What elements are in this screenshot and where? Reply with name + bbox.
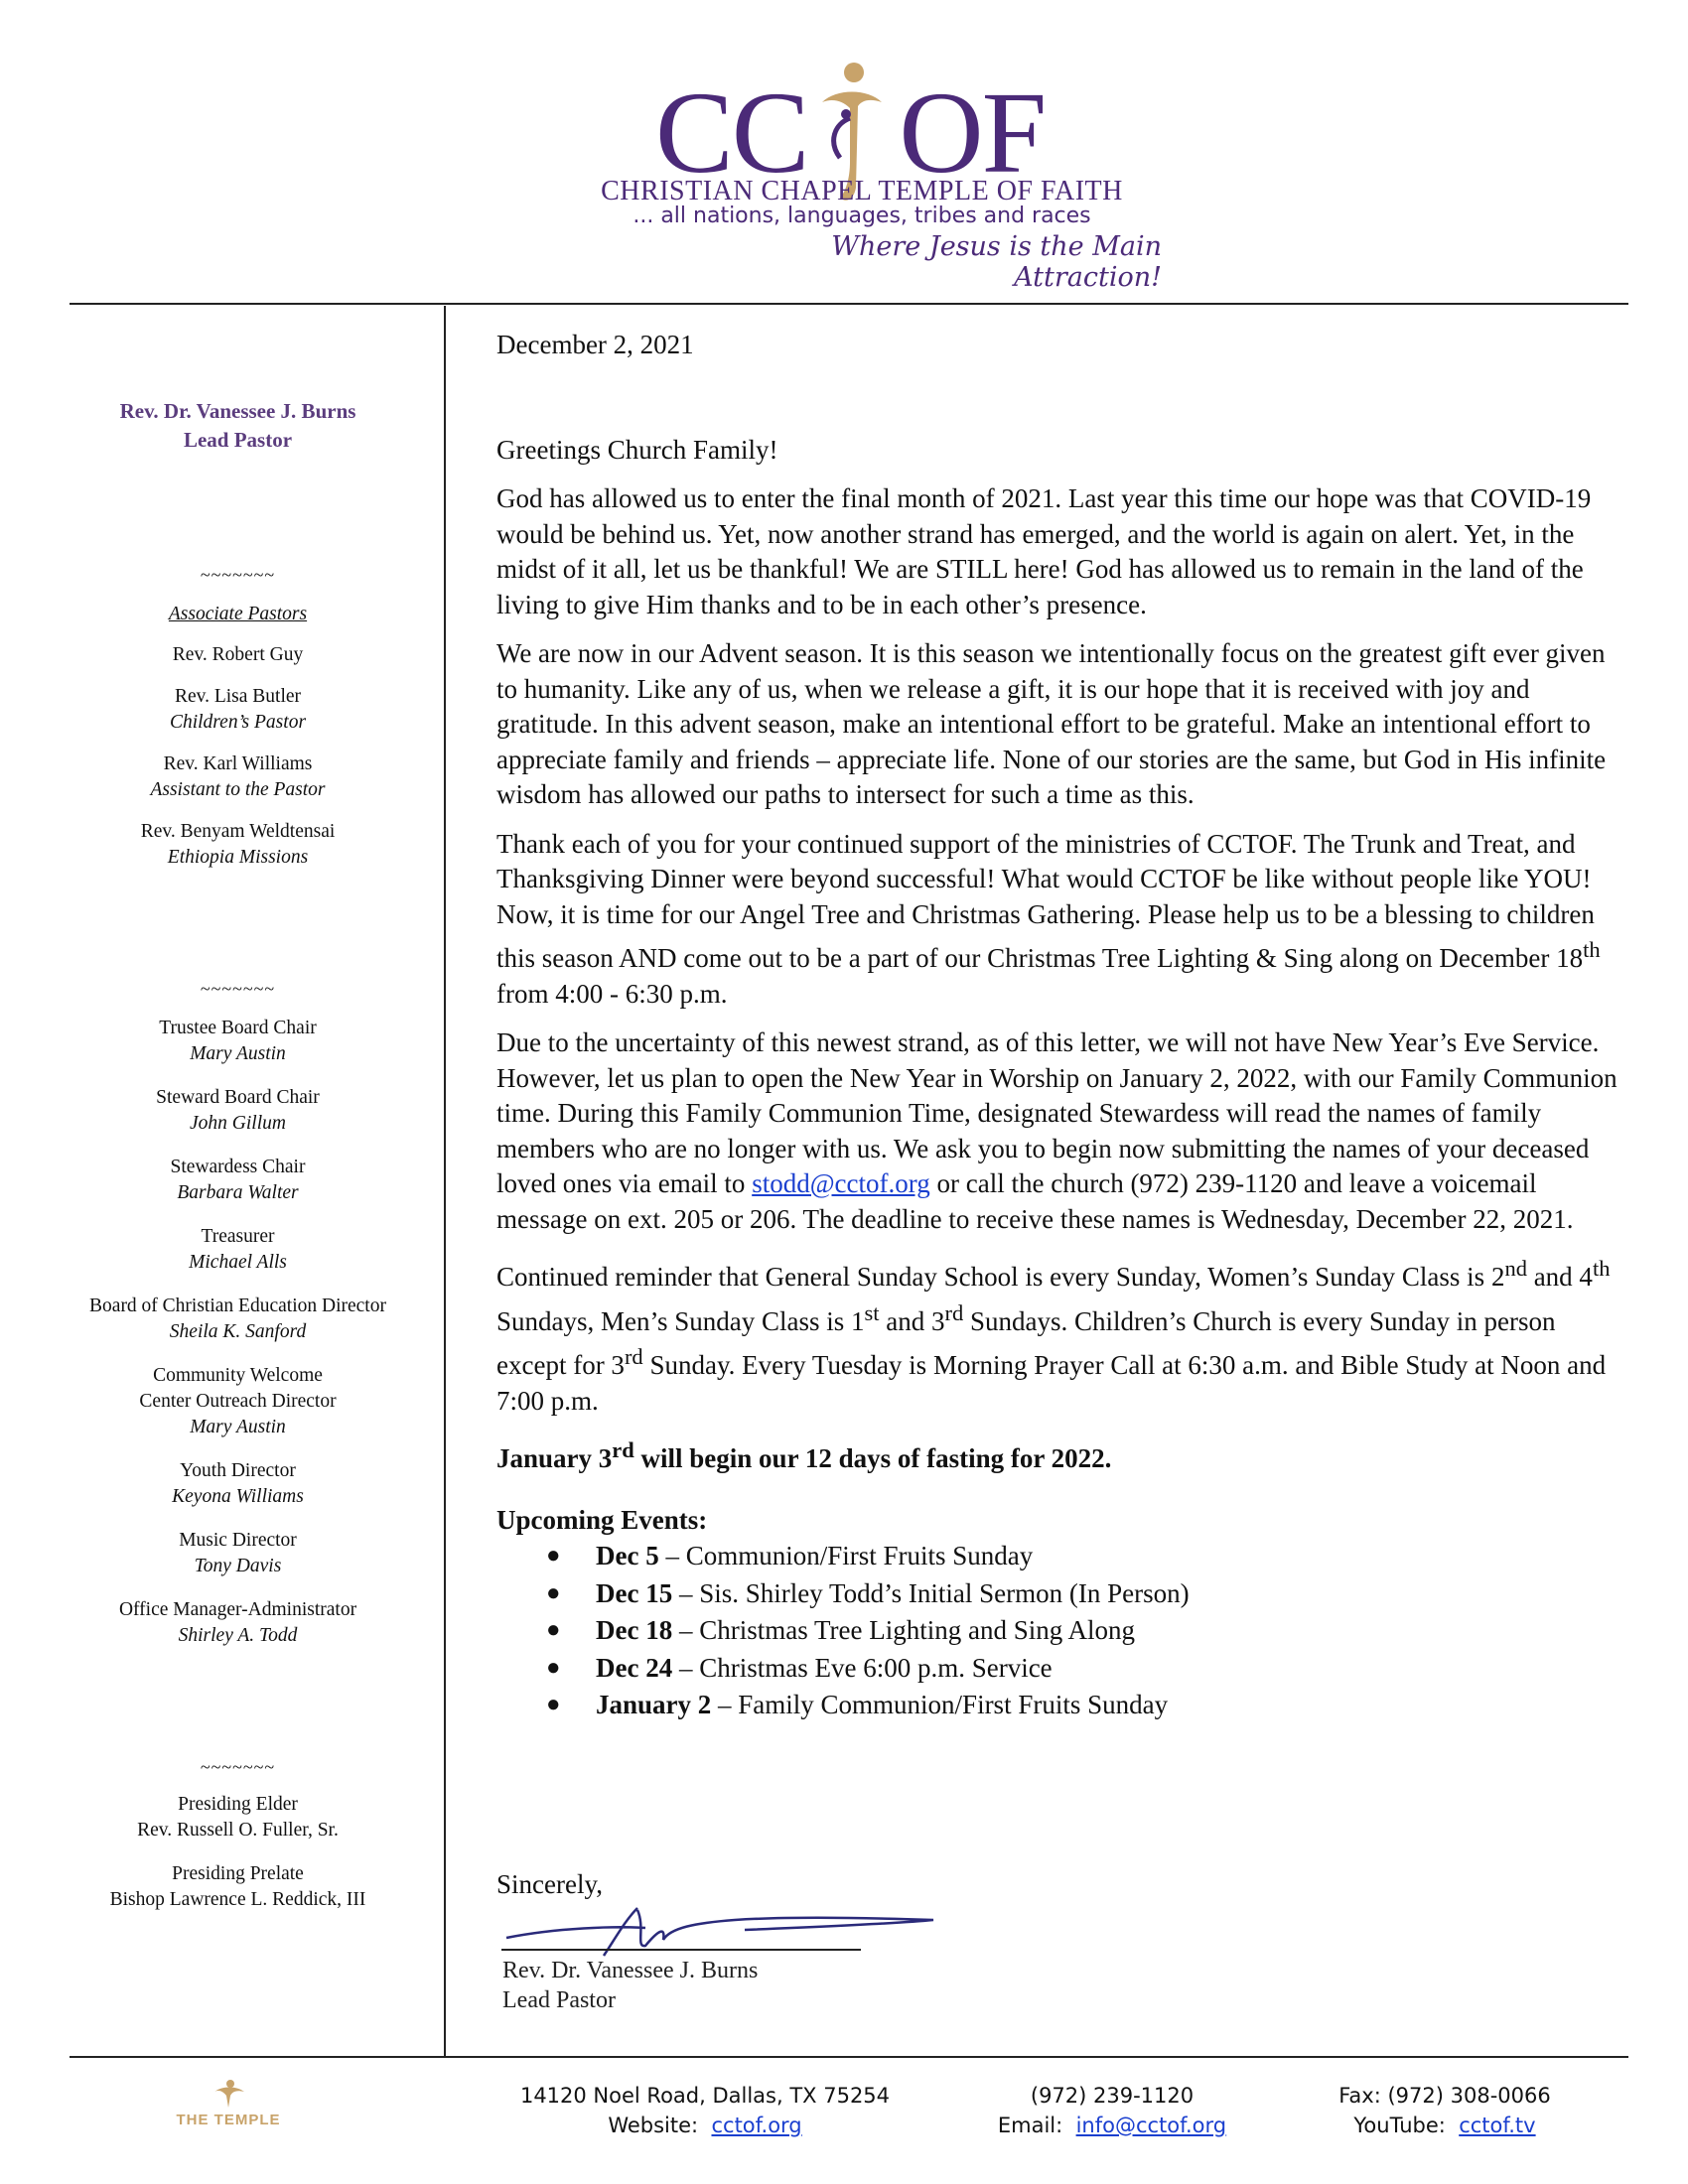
officer	[62, 1085, 414, 1137]
footer-contact-block	[963, 2081, 1261, 2140]
header-divider	[70, 303, 1628, 305]
officer-name: Sheila K. Sanford	[169, 1321, 307, 1342]
bullet-icon: ●	[546, 1617, 561, 1643]
divider: ~~~~~~~	[200, 979, 276, 999]
temple-logo: THE TEMPLE	[174, 2078, 283, 2157]
email-link[interactable]: stodd@cctof.org	[752, 1168, 930, 1198]
officer-title: Steward Board Chair	[156, 1087, 320, 1108]
paragraph: We are now in our Advent season. It is this season we intentionally focus on the greatest gift ever given to humanity. Like any of us, when we release a gift, it is our hope that it is received with joy and gratitude. In this advent season, make an intentional effort to be grateful. Make an intentional effort to appreciate family and friends – appreciate life. None of our stories are the same, but God in His infinite wisdom has allowed our paths to intersect for such a time as this.	[496, 638, 1607, 809]
church-logo	[556, 55, 1172, 293]
officer-title: Trustee Board Chair	[159, 1018, 317, 1038]
events-heading: Upcoming Events:	[496, 1504, 708, 1535]
elder-name: Bishop Lawrence L. Reddick, III	[109, 1889, 366, 1910]
events-list	[496, 1538, 1628, 1724]
officer-name: Tony Davis	[194, 1556, 282, 1576]
officer-name: Barbara Walter	[177, 1182, 299, 1203]
officer-title: Treasurer	[201, 1226, 275, 1247]
bullet-icon: ●	[546, 1543, 561, 1569]
footer-website: Website: cctof.org	[608, 2114, 802, 2137]
lead-pastor-title: Lead Pastor	[183, 428, 293, 452]
letter-greeting: Greetings Church Family!	[496, 434, 778, 465]
event-item: ● Dec 24 – Christmas Eve 6:00 p.m. Service	[496, 1650, 1628, 1688]
associate-pastor	[62, 751, 414, 803]
signer-title: Lead Pastor	[502, 1987, 616, 2013]
signature-line	[501, 1949, 861, 1951]
signer-name: Rev. Dr. Vanessee J. Burns	[502, 1958, 759, 1983]
event-item: ● January 2 – Family Communion/First Fruits Sunday	[496, 1687, 1628, 1724]
associate-role: Ethiopia Missions	[167, 847, 309, 868]
officer	[62, 1016, 414, 1067]
officer	[62, 1363, 414, 1440]
footer-fax: Fax: (972) 308-0066	[1338, 2084, 1551, 2108]
elder	[62, 1792, 414, 1843]
officer-name: Shirley A. Todd	[178, 1625, 298, 1646]
youtube-link[interactable]: cctof.tv	[1459, 2114, 1536, 2137]
officer-name: Keyona Williams	[172, 1486, 304, 1507]
letter-body	[496, 328, 1628, 1724]
event-item: ● Dec 15 – Sis. Shirley Todd’s Initial Sermon (In Person)	[496, 1575, 1628, 1613]
logo-monogram: CC OF	[655, 68, 1046, 198]
elder	[62, 1861, 414, 1913]
divider: ~~~~~~~	[200, 1757, 276, 1777]
bullet-icon: ●	[546, 1579, 561, 1606]
footer-address: 14120 Noel Road, Dallas, TX 75254	[519, 2084, 891, 2108]
officer-title: Community Welcome Center Outreach Director	[139, 1365, 337, 1412]
email-link[interactable]: info@cctof.org	[1075, 2114, 1227, 2137]
associate-role: Assistant to the Pastor	[150, 779, 326, 800]
website-link[interactable]: cctof.org	[711, 2114, 802, 2137]
fasting-notice: January 3rd will begin our 12 days of fasting for 2022.	[496, 1437, 1112, 1473]
paragraph: Continued reminder that General Sunday School is every Sunday, Women’s Sunday Class is 2nd and 4th Sundays, Men’s Sunday Class is 1st and 3rd Sundays. Children’s Church is every Sunday in person except for 3rd Sunday. Every Tuesday is Morning Prayer Call at 6:30 a.m. and Bible Study at Noon and 7:00 p.m.	[496, 1256, 1611, 1416]
footer-phone: (972) 239-1120	[1030, 2084, 1195, 2108]
associate-role: Children’s Pastor	[169, 712, 307, 733]
associate-name: Rev. Karl Williams	[163, 753, 313, 774]
officer-name: Mary Austin	[190, 1417, 286, 1437]
officer-name: John Gillum	[190, 1113, 286, 1134]
footer-fax-block	[1311, 2081, 1579, 2140]
elder-title: Presiding Elder	[178, 1794, 298, 1815]
associate-pastor	[62, 684, 414, 736]
associate-name: Rev. Benyam Weldtensai	[140, 821, 336, 842]
officer	[62, 1458, 414, 1510]
lead-pastor-name: Rev. Dr. Vanessee J. Burns	[119, 399, 356, 423]
officer-title: Music Director	[179, 1530, 297, 1551]
associate-name: Rev. Robert Guy	[172, 644, 304, 665]
footer-email: Email: info@cctof.org	[997, 2114, 1227, 2137]
bullet-icon: ●	[546, 1654, 561, 1681]
associate-heading: Associate Pastors	[168, 604, 308, 624]
elder-name: Rev. Russell O. Fuller, Sr.	[137, 1820, 339, 1841]
officer	[62, 1528, 414, 1579]
officer-title: Office Manager-Administrator	[118, 1599, 357, 1620]
church-tagline: ... all nations, languages, tribes and races	[633, 204, 1091, 228]
bullet-icon: ●	[546, 1692, 561, 1717]
officer	[62, 1597, 414, 1649]
church-name: CHRISTIAN CHAPEL TEMPLE OF FAITH	[601, 176, 1123, 206]
footer-divider	[70, 2056, 1628, 2058]
signer	[502, 1956, 758, 2015]
closing: Sincerely,	[496, 1869, 603, 1899]
event-item: ● Dec 5 – Communion/First Fruits Sunday	[496, 1538, 1628, 1575]
leadership-sidebar	[62, 397, 414, 1913]
paragraph: God has allowed us to enter the final month of 2021. Last year this time our hope was that COVID-19 would be behind us. Yet, now another strand has emerged, and the world is again on alert. Yet, in the midst of it all, let us be thankful! We are STILL here! God has allowed us to remain in the land of the living to give Him thanks and to be in each other’s presence.	[496, 483, 1592, 619]
church-motto: Where Jesus is the Main Attraction!	[831, 231, 1162, 293]
officer	[62, 1294, 414, 1345]
letter-date: December 2, 2021	[496, 330, 694, 359]
officer-name: Mary Austin	[190, 1043, 286, 1064]
paragraph: Due to the uncertainty of this newest strand, as of this letter, we will not have New Year’s Eve Service. However, let us plan to open the New Year in Worship on January 2, 2022, with our Family Communion time. During this Family Communion Time, designated Stewardess will read the names of family members who are no longer with us. We ask you to begin now submitting the names of your deceased loved ones via email to stodd@cctof.org or call the church (972) 239-1120 and leave a voicemail message on ext. 205 or 206. The deadline to receive these names is Wednesday, December 22, 2021.	[496, 1027, 1618, 1234]
associate-name: Rev. Lisa Butler	[174, 686, 302, 707]
footer-youtube: YouTube: cctof.tv	[1353, 2114, 1536, 2137]
elder-title: Presiding Prelate	[172, 1863, 304, 1884]
column-divider	[444, 306, 446, 2057]
officer-title: Youth Director	[180, 1460, 296, 1481]
associate-pastor	[62, 642, 414, 668]
event-item: ● Dec 18 – Christmas Tree Lighting and Sing Along	[496, 1612, 1628, 1650]
officer-title: Board of Christian Education Director	[89, 1296, 386, 1316]
officer	[62, 1224, 414, 1276]
divider: ~~~~~~~	[200, 565, 276, 585]
footer-address-block	[496, 2081, 914, 2140]
paragraph: Thank each of you for your continued support of the ministries of CCTOF. The Trunk and Treat, and Thanksgiving Dinner were beyond successful! What would CCTOF be like without people like YOU! Now, it is time for our Angel Tree and Christmas Gathering. Please help us to be a blessing to children this season AND come out to be a part of our Christmas Tree Lighting & Sing along on December 18th from 4:00 - 6:30 p.m.	[496, 828, 1601, 1009]
associate-pastor	[62, 819, 414, 871]
temple-icon	[209, 2078, 248, 2108]
officer-name: Michael Alls	[189, 1252, 287, 1273]
officer	[62, 1155, 414, 1206]
officer-title: Stewardess Chair	[170, 1157, 306, 1177]
